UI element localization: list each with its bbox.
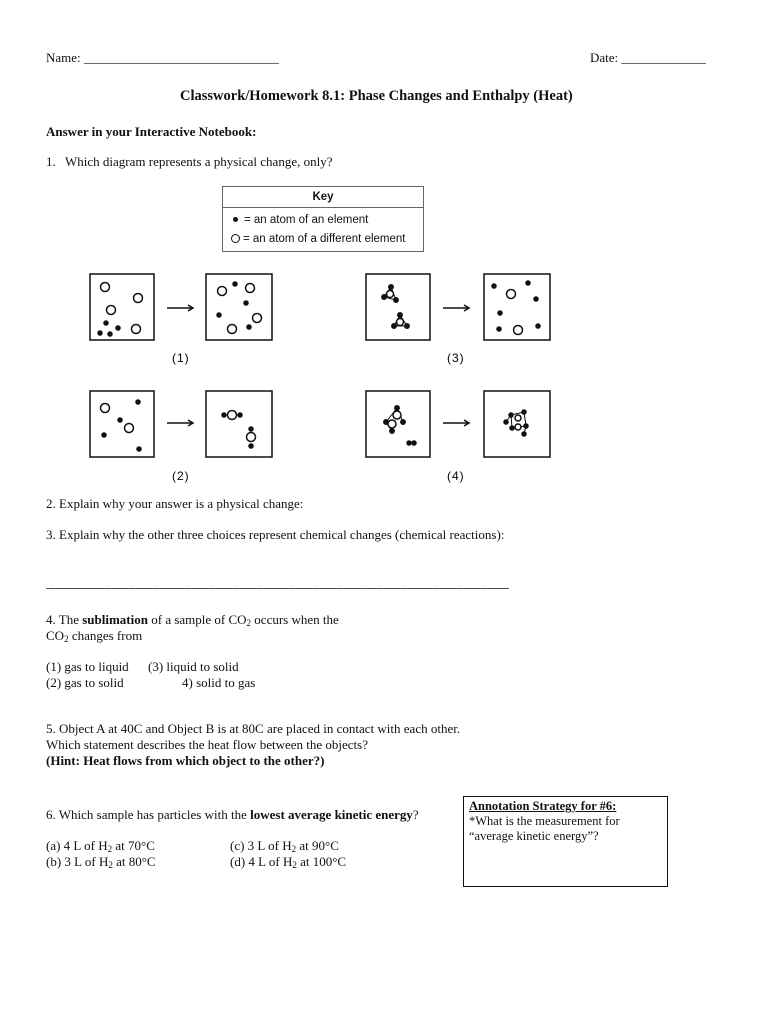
- page-title: Classwork/Homework 8.1: Phase Changes and Enthalpy (Heat): [180, 88, 573, 104]
- question-6: [46, 807, 419, 823]
- key-dot-label: = an atom of an element: [244, 214, 369, 226]
- q4-text-post: occurs when the: [254, 612, 339, 627]
- q4-option-3: (3) liquid to solid: [148, 659, 239, 674]
- q4-option-2: (2) gas to solid: [46, 675, 124, 690]
- key-title: Key: [223, 187, 423, 208]
- question-5-hint: (Hint: Heat flows from which object to the other?): [46, 753, 325, 768]
- q6-a-pre: (a) 4 L of H: [46, 838, 108, 853]
- q6-option-b: [46, 854, 156, 870]
- annotation-title: Annotation Strategy for #6:: [469, 799, 617, 813]
- diagram-4-before: [366, 391, 430, 457]
- section-divider: -------------------------------------------------------------------------------------------------------------------------------------------------------: [46, 582, 509, 594]
- question-4-line-2: [46, 628, 142, 644]
- q6-a-sub: 2: [107, 844, 113, 854]
- question-5-line-1: 5. Object A at 40C and Object B is at 80C are placed in contact with each other.: [46, 721, 461, 736]
- q6-d-sub: 2: [292, 860, 297, 870]
- q6-d-pre: (d) 4 L of H: [230, 854, 293, 869]
- diagram-4-after: [484, 391, 550, 457]
- q4-term: sublimation: [82, 612, 148, 627]
- question-4-line-1: [46, 612, 339, 628]
- diagram-3-after: [484, 274, 550, 340]
- q6-term: lowest average kinetic energy: [250, 807, 413, 822]
- q4-option-4: 4) solid to gas: [182, 675, 256, 690]
- diagram-4-label: (4): [447, 469, 465, 483]
- q4-text-mid: of a sample of CO: [151, 612, 247, 627]
- q4-line2-post: changes from: [71, 628, 143, 643]
- name-field-label: Name: ______________________________: [46, 50, 279, 65]
- diagram-2-after: [206, 391, 272, 457]
- q4-text-pre: 4. The: [46, 612, 79, 627]
- q4-sub: 2: [246, 618, 252, 628]
- question-2: 2. Explain why your answer is a physical change:: [46, 496, 304, 511]
- question-1-text: Which diagram represents a physical change, only?: [65, 154, 333, 169]
- q4-line2-sub: 2: [64, 634, 69, 644]
- question-3: 3. Explain why the other three choices represent chemical changes (chemical reactions):: [46, 527, 505, 542]
- q6-b-pre: (b) 3 L of H: [46, 854, 109, 869]
- q6-c-post: at 90°C: [296, 838, 339, 853]
- diagram-1-label: (1): [172, 351, 190, 365]
- q6-b-sub: 2: [108, 860, 113, 870]
- diagram-4-arrow: [443, 420, 469, 426]
- q6-a-post: at 70°C: [112, 838, 155, 853]
- question-1-number: 1.: [46, 154, 56, 169]
- q6-c-pre: (c) 3 L of H: [230, 838, 292, 853]
- phase-change-diagrams: [0, 0, 770, 500]
- date-field-label: Date: _____________: [590, 50, 706, 65]
- q6-c-sub: 2: [291, 844, 297, 854]
- diagram-1-before: [90, 274, 154, 340]
- question-5-line-2: Which statement describes the heat flow between the objects?: [46, 737, 368, 752]
- q6-option-c: [230, 838, 339, 854]
- diagram-2-arrow: [167, 420, 193, 426]
- q6-option-a: [46, 838, 155, 854]
- diagram-2-label: (2): [172, 469, 190, 483]
- q6-option-d: [230, 854, 346, 870]
- instruction-text: Answer in your Interactive Notebook:: [46, 124, 257, 139]
- key-circle-label: = an atom of a different element: [243, 233, 406, 245]
- diagram-3-before: [366, 274, 430, 340]
- annotation-line-2: “average kinetic energy”?: [469, 829, 599, 843]
- q4-option-1: (1) gas to liquid: [46, 659, 129, 674]
- diagram-3-arrow: [443, 305, 469, 311]
- diagram-2-before: [90, 391, 154, 457]
- q6-d-post: at 100°C: [296, 854, 347, 869]
- diagram-3-label: (3): [447, 351, 465, 365]
- annotation-strategy-box: [463, 796, 668, 887]
- q6-text-post: ?: [412, 807, 419, 822]
- annotation-line-1: *What is the measurement for: [469, 814, 620, 828]
- diagram-1-after: [206, 274, 272, 340]
- q6-text-pre: 6. Which sample has particles with the: [46, 807, 247, 822]
- q6-b-post: at 80°C: [112, 854, 156, 869]
- diagram-1-arrow: [167, 305, 193, 311]
- q4-line2-pre: CO: [46, 628, 65, 643]
